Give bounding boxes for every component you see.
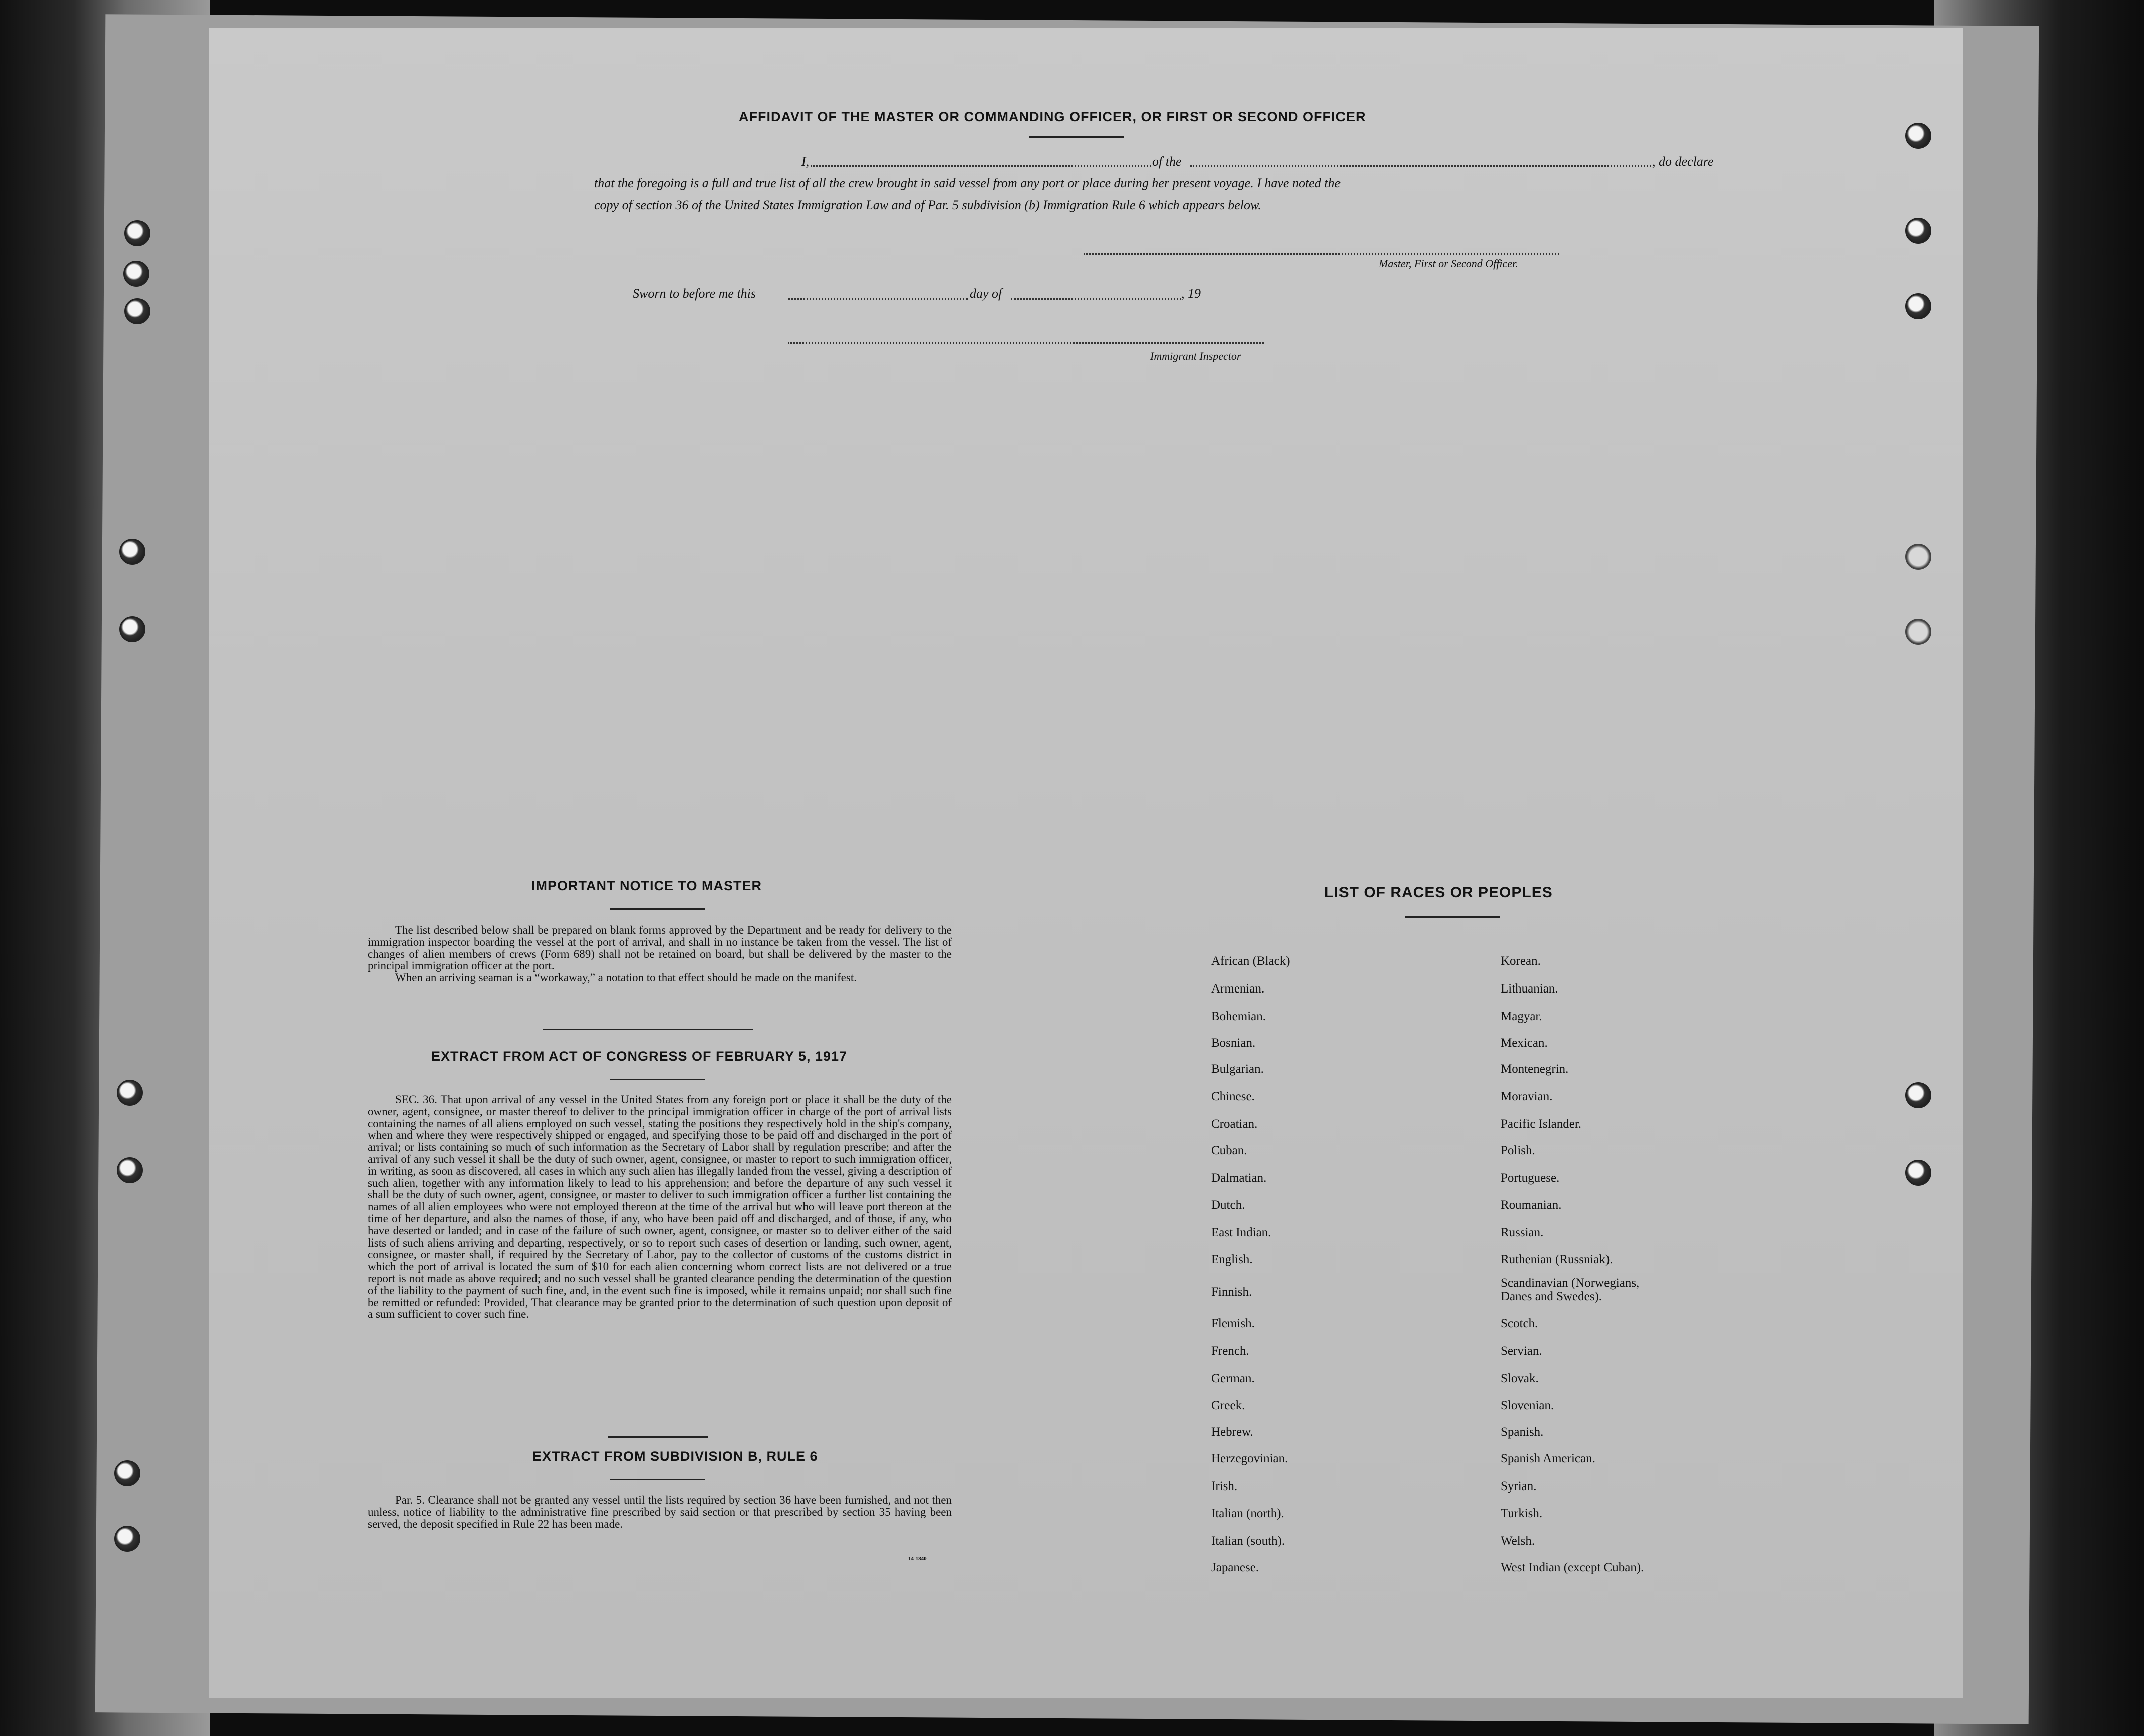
race-right: Korean.: [1501, 954, 1541, 968]
race-left: Chinese.: [1211, 1090, 1255, 1103]
race-right: Polish.: [1501, 1144, 1535, 1157]
race-left: Armenian.: [1211, 982, 1265, 996]
race-right: Portuguese.: [1501, 1171, 1560, 1185]
race-left: Flemish.: [1211, 1317, 1255, 1330]
master-signature-line[interactable]: [1084, 253, 1559, 255]
par-5-text: Par. 5. Clearance shall not be granted any vessel until the lists required by section 36 have been furnished, and not then unless, notice of liability to the administrative fine prescribed by said section or that prescribed by section 35 having been served, the deposit specified in Rule 22 has been made.: [368, 1494, 952, 1530]
race-left: Cuban.: [1211, 1144, 1247, 1157]
race-right: Moravian.: [1501, 1090, 1553, 1103]
race-right: Russian.: [1501, 1226, 1544, 1239]
vessel-blank-field[interactable]: [1190, 165, 1651, 167]
extract-act-title: EXTRACT FROM ACT OF CONGRESS OF FEBRUARY 5, 1917: [431, 1049, 848, 1064]
race-left: Finnish.: [1211, 1285, 1252, 1299]
form-number: 14-1840: [908, 1556, 927, 1562]
race-left: East Indian.: [1211, 1226, 1271, 1239]
race-right: Mexican.: [1501, 1036, 1548, 1050]
inspector-signature-line[interactable]: [788, 342, 1264, 344]
notice-title: IMPORTANT NOTICE TO MASTER: [531, 878, 762, 893]
race-left: English.: [1211, 1253, 1253, 1266]
affidavit-line-3: copy of section 36 of the United States Immigration Law and of Par. 5 subdivision (b) Immigration Rule 6 which appears below.: [594, 198, 1261, 212]
extract-rule-underline: [610, 1479, 705, 1480]
race-left: French.: [1211, 1344, 1249, 1358]
section-36-text: SEC. 36. That upon arrival of any vessel in the United States from any foreign port or place it shall be the duty of the owner, agent, consignee, or master thereof to deliver to the principal immigration officer in charge of the port of arrival lists containing the names of all aliens employed on such vessel, stating the positions they respectively hold in the ship's company, when and where they were respectively shipped or engaged, and specifying those to be paid off and discharged in the port of arrival; or lists containing so much of such information as the Secretary of Labor shall by regulation prescribe; and after the arrival of any such vessel it shall be the duty of such owner, agent, consignee, or master to report to such immigration officer, in writing, as soon as discovered, all cases in which any such alien has illegally landed from the vessel, giving a description of such alien, together with any information likely to lead to his apprehension; and before the departure of any such vessel it shall be the duty of such owner, agent, consignee, or master to deliver to such immigration officer a further list containing the names of all alien employees who were not employed thereon at the time of the arrival but who will leave port thereon at the time of her departure, and also the names of those, if any, who have been paid off and discharged, and of those, if any, who have deserted or landed; and in case of the failure of such owner, agent, consignee, or master so to deliver either of the said lists of such aliens arriving and departing, respectively, or so to report such cases of desertion or landing, such owner, agent, consignee, or master shall, if required by the Secretary of Labor, pay to the collector of customs of the customs district in which the port of arrival is located the sum of $10 for each alien concerning whom correct lists are not delivered or a true report is not made as above required; and no such vessel shall be granted clearance pending the determination of the question of the liability to the payment of such fine, and, in the event such fine is imposed, while it remains unpaid; nor shall such fine be remitted or refunded: Provided, That clearance may be granted prior to the determination of such question upon deposit of a sum sufficient to cover such fine.: [368, 1093, 952, 1321]
affidavit-declare: , do declare: [1652, 154, 1714, 169]
day-of-text: day of: [970, 286, 1002, 301]
notice-paragraph-2: When an arriving seaman is a “workaway,” a notation to that effect should be made on the manifest.: [395, 971, 857, 984]
race-left: Italian (south).: [1211, 1534, 1285, 1548]
binder-hole-icon: [114, 1460, 140, 1486]
race-left: Bulgarian.: [1211, 1062, 1264, 1076]
inspector-caption: Immigrant Inspector: [1150, 350, 1241, 362]
race-left: Irish.: [1211, 1479, 1238, 1493]
binder-hole-icon: [1905, 1082, 1931, 1108]
section-divider: [608, 1436, 708, 1438]
title-underline: [1029, 136, 1124, 138]
race-right: Roumanian.: [1501, 1198, 1562, 1212]
race-right: Spanish.: [1501, 1425, 1544, 1439]
affidavit-title: AFFIDAVIT OF THE MASTER OR COMMANDING OFFICER, OR FIRST OR SECOND OFFICER: [739, 109, 1366, 124]
race-left: Japanese.: [1211, 1561, 1259, 1574]
binder-hole-icon: [117, 1080, 143, 1106]
binder-hole-icon: [124, 298, 150, 324]
race-right: Spanish American.: [1501, 1452, 1595, 1465]
race-right: Servian.: [1501, 1344, 1542, 1358]
races-underline: [1405, 916, 1500, 918]
race-left: Greek.: [1211, 1399, 1245, 1412]
race-left: Bohemian.: [1211, 1010, 1266, 1023]
race-left: Herzegovinian.: [1211, 1452, 1288, 1465]
race-right: Scotch.: [1501, 1317, 1538, 1330]
notice-paragraph-1: The list described below shall be prepared on blank forms approved by the Department and be ready for delivery to the immigration inspector boarding the vessel at the port of arrival, and shall in no instance be taken from the vessel. The list of changes of alien members of crews (Form 689) shall not be retained on board, but shall be delivered by the master to the principal immigration officer at the port.: [368, 924, 952, 972]
binder-hole-icon: [1905, 218, 1931, 244]
race-left: Croatian.: [1211, 1117, 1258, 1131]
binder-hole-icon: [1905, 293, 1931, 319]
notice-body: [368, 924, 952, 984]
binder-hole-icon: [119, 616, 145, 642]
binder-hole-icon: [1905, 544, 1931, 570]
race-right: Slovak.: [1501, 1372, 1539, 1385]
race-right: Magyar.: [1501, 1010, 1542, 1023]
race-right: Montenegrin.: [1501, 1062, 1569, 1076]
sworn-month-blank[interactable]: [1011, 298, 1181, 300]
sworn-text: Sworn to before me this: [633, 286, 756, 301]
race-left: Dutch.: [1211, 1198, 1245, 1212]
extract-rule-body: [368, 1494, 952, 1530]
extract-act-underline: [610, 1079, 705, 1080]
affidavit-i: I,: [801, 154, 810, 169]
binder-hole-icon: [123, 261, 149, 287]
race-left: Bosnian.: [1211, 1036, 1256, 1050]
race-right: Slovenian.: [1501, 1399, 1554, 1412]
extract-rule-title: EXTRACT FROM SUBDIVISION B, RULE 6: [532, 1449, 818, 1464]
binder-hole-icon: [1905, 619, 1931, 645]
races-title: LIST OF RACES OR PEOPLES: [1324, 884, 1553, 901]
extract-act-body: [368, 1094, 952, 1320]
year-text: , 19: [1181, 286, 1201, 301]
race-right: Lithuanian.: [1501, 982, 1558, 996]
race-right: Syrian.: [1501, 1479, 1537, 1493]
binder-hole-icon: [1905, 123, 1931, 149]
sworn-day-blank[interactable]: [788, 298, 968, 300]
master-caption: Master, First or Second Officer.: [1379, 257, 1518, 270]
race-left: Dalmatian.: [1211, 1171, 1267, 1185]
binder-hole-icon: [117, 1157, 143, 1183]
binder-hole-icon: [119, 539, 145, 565]
race-right: Welsh.: [1501, 1534, 1535, 1548]
affidavit-of-the: of the: [1152, 154, 1182, 169]
race-left: African (Black): [1211, 954, 1290, 968]
section-divider: [543, 1029, 753, 1030]
race-right: Scandinavian (Norwegians, Danes and Swedes).: [1501, 1276, 1640, 1303]
race-left: Hebrew.: [1211, 1425, 1253, 1439]
race-right: Ruthenian (Russniak).: [1501, 1253, 1613, 1266]
race-right: Pacific Islander.: [1501, 1117, 1582, 1131]
race-left: German.: [1211, 1372, 1255, 1385]
name-blank-field[interactable]: [811, 165, 1151, 167]
race-right: West Indian (except Cuban).: [1501, 1561, 1644, 1574]
binder-hole-icon: [114, 1526, 140, 1552]
document-page: [209, 28, 1963, 1698]
race-left: Italian (north).: [1211, 1507, 1284, 1520]
binder-hole-icon: [124, 220, 150, 246]
affidavit-line-2: that the foregoing is a full and true list of all the crew brought in said vessel from any port or place during her present voyage. I have noted the: [594, 176, 1341, 190]
notice-underline: [610, 908, 705, 910]
race-right: Turkish.: [1501, 1507, 1543, 1520]
binder-hole-icon: [1905, 1160, 1931, 1186]
